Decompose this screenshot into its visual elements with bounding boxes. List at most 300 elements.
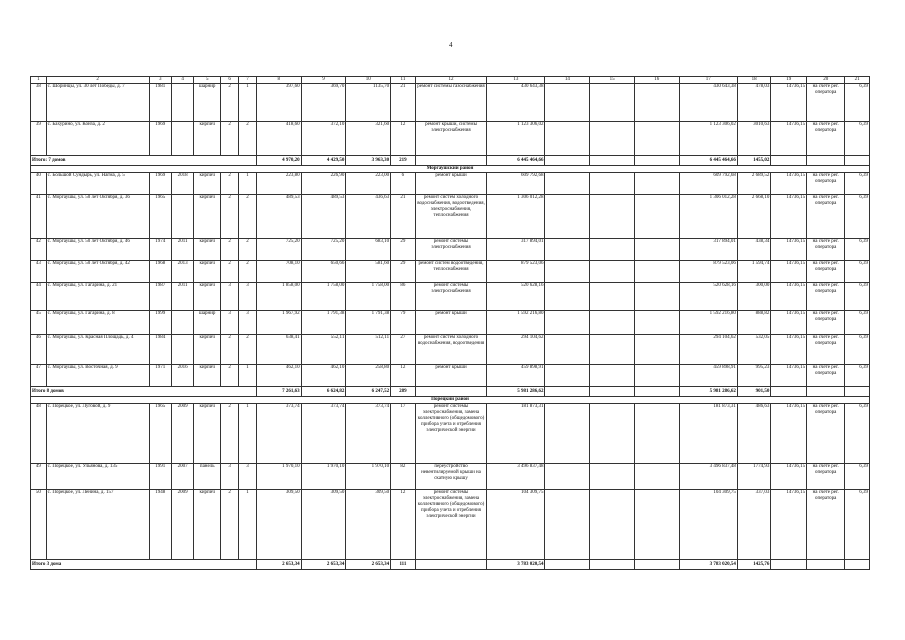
cell-area-total: 1 970,10	[256, 464, 301, 490]
cell-address: с. Бахурино, ул. Конза, д. 2	[46, 122, 149, 156]
cell-no: 42	[31, 239, 47, 261]
total-label: Итого 3 дома	[31, 560, 257, 570]
cell-payer: на счете рег. оператора	[807, 490, 845, 560]
cell-work: ремонт крыши, системы электроснабжения	[415, 122, 487, 156]
cell-address: с. Моргаушы, ул. Гагарина, д. 8	[46, 311, 149, 335]
cell-material: панель	[194, 464, 221, 490]
cell-floors: 2	[221, 122, 239, 156]
cell-per-sqm: 337,03	[737, 490, 771, 560]
cell-per-sqm: 478,03	[737, 84, 771, 122]
cell-address: с. Порецкое, ул. Ленина, д. 157	[46, 490, 149, 560]
total-cost-fund: 3 783 020,54	[679, 560, 737, 570]
cell-year-repair: 2011	[171, 239, 193, 261]
cell-c16	[634, 464, 679, 490]
cell-c16	[634, 195, 679, 239]
table-row	[31, 311, 870, 335]
cell-material: кирпич	[194, 404, 221, 464]
cell-work: ремонт систем водоотведения, теплоснабжения	[415, 261, 487, 283]
cell-no: 49	[31, 464, 47, 490]
total-cost-fund: 5 981 286,62	[679, 387, 737, 397]
cell-c15	[590, 283, 635, 311]
cell-no: 43	[31, 261, 47, 283]
total-empty	[590, 387, 635, 397]
cell-year-repair: 2011	[171, 283, 193, 311]
cell-area-total: 462,10	[256, 365, 301, 387]
total-empty	[415, 387, 487, 397]
page-number: 4	[449, 41, 453, 49]
column-number: 16	[634, 77, 679, 84]
cell-floors: 3	[221, 283, 239, 311]
cell-year-repair: 2009	[171, 490, 193, 560]
cell-payer: на счете рег. оператора	[807, 311, 845, 335]
cell-work: ремонт системы электроснабжения, замена коллективного (общедомового) прибора учета и отребления электрической энергии	[415, 404, 487, 464]
table-row	[31, 283, 870, 311]
column-number: 11	[391, 77, 416, 84]
cell-floors: 2	[221, 404, 239, 464]
cell-year-built: 1968	[149, 261, 171, 283]
cell-payer: на счете рег. оператора	[807, 365, 845, 387]
cell-no: 40	[31, 173, 47, 195]
cell-c21: 6,39	[845, 122, 870, 156]
cell-cost-fund: 459 898,91	[679, 365, 737, 387]
cell-residents: 79	[391, 311, 416, 335]
cell-no: 39	[31, 122, 47, 156]
total-empty	[545, 156, 590, 166]
column-number: 2	[46, 77, 149, 84]
cell-c16	[634, 261, 679, 283]
cell-payer: на счете рег. оператора	[807, 173, 845, 195]
cell-per-sqm: 438,34	[737, 239, 771, 261]
cell-area-total: 1 858,00	[256, 283, 301, 311]
total-cost-total: 6 445 464,66	[487, 156, 545, 166]
cell-limit: 14736,15	[771, 195, 807, 239]
cell-limit: 14736,15	[771, 365, 807, 387]
cell-year-repair: 2018	[171, 173, 193, 195]
cell-residents: 86	[391, 283, 416, 311]
cell-per-sqm: 2 668,10	[737, 195, 771, 239]
cell-address: с. Порецкое, ул. Ульянова, д. 135	[46, 464, 149, 490]
total-area-living: 2 653,34	[301, 560, 346, 570]
cell-material: кирпич	[194, 365, 221, 387]
total-empty	[845, 560, 870, 570]
cell-floors: 2	[221, 335, 239, 365]
cell-address: с. Моргаушы, ул. Гагарина, д. 21	[46, 283, 149, 311]
cell-payer: на счете рег. оператора	[807, 261, 845, 283]
cell-no: 45	[31, 311, 47, 335]
total-label: Итого: 7 домов	[31, 156, 257, 166]
cell-area-residential: 1 791,38	[346, 311, 391, 335]
cell-cost-total: 459 898,91	[487, 365, 545, 387]
cell-area-living: 373,74	[301, 404, 346, 464]
cell-cost-fund: 104 309,75	[679, 490, 737, 560]
cell-area-living: 462,10	[301, 365, 346, 387]
cell-area-residential: 683,10	[346, 239, 391, 261]
cell-material: кирпич	[194, 490, 221, 560]
cell-limit: 14736,15	[771, 404, 807, 464]
cell-floors: 2	[221, 84, 239, 122]
cell-c14	[545, 404, 590, 464]
table-row	[31, 122, 870, 156]
cell-year-repair: 2016	[171, 365, 193, 387]
column-number: 19	[771, 77, 807, 84]
cell-c15	[590, 404, 635, 464]
total-empty	[771, 387, 807, 397]
column-number: 18	[737, 77, 771, 84]
cell-c16	[634, 283, 679, 311]
cell-c15	[590, 464, 635, 490]
cell-limit: 14736,15	[771, 311, 807, 335]
cell-cost-fund: 879 523,06	[679, 261, 737, 283]
total-empty	[771, 156, 807, 166]
cell-work: ремонт систем холодного водоснабжения, водоотведения, электроснабжения, теплоснабжения	[415, 195, 487, 239]
cell-limit: 14736,15	[771, 261, 807, 283]
column-number: 1	[31, 77, 47, 84]
total-empty	[634, 156, 679, 166]
cell-entrances: 1	[239, 84, 257, 122]
table-row	[31, 365, 870, 387]
cell-area-living: 1 970,10	[301, 464, 346, 490]
cell-c16	[634, 84, 679, 122]
total-area-total: 7 261,63	[256, 387, 301, 397]
cell-c14	[545, 195, 590, 239]
cell-work: ремонт системы газоснабжения	[415, 84, 487, 122]
cell-floors: 3	[221, 464, 239, 490]
cell-c14	[545, 261, 590, 283]
cell-residents: 82	[391, 464, 416, 490]
cell-cost-fund: 294 104,62	[679, 335, 737, 365]
cell-address: с. Моргаушы, ул. Восточная, д. 9	[46, 365, 149, 387]
cell-cost-fund: 609 792,68	[679, 173, 737, 195]
cell-cost-total: 181 873,31	[487, 404, 545, 464]
cell-c21: 6,39	[845, 261, 870, 283]
cell-area-living: 369,70	[301, 84, 346, 122]
total-row	[31, 387, 870, 397]
total-empty	[545, 560, 590, 570]
cell-residents: 21	[391, 195, 416, 239]
section-title: Моргаушский район	[31, 166, 870, 173]
column-number: 15	[590, 77, 635, 84]
cell-cost-fund: 3 496 837,48	[679, 464, 737, 490]
section-row	[31, 166, 870, 173]
cell-material: кирпич	[194, 335, 221, 365]
total-area-residential: 6 247,52	[346, 387, 391, 397]
cell-c21: 6,39	[845, 365, 870, 387]
cell-c16	[634, 335, 679, 365]
cell-material: шарнир	[194, 84, 221, 122]
column-number-row	[31, 77, 870, 84]
cell-per-sqm: 486,63	[737, 404, 771, 464]
table-row	[31, 239, 870, 261]
cell-area-residential: 223,00	[346, 173, 391, 195]
cell-year-built: 1948	[149, 490, 171, 560]
cell-year-repair: 2013	[171, 261, 193, 283]
cell-year-repair: 2007	[171, 464, 193, 490]
cell-year-repair	[171, 335, 193, 365]
column-number: 14	[545, 77, 590, 84]
total-empty	[845, 387, 870, 397]
cell-area-total: 725,20	[256, 239, 301, 261]
total-per-sqm: 901,50	[737, 387, 771, 397]
cell-residents: 12	[391, 365, 416, 387]
cell-payer: на счете рег. оператора	[807, 122, 845, 156]
cell-c15	[590, 311, 635, 335]
column-number: 21	[845, 77, 870, 84]
cell-area-residential: 258,80	[346, 365, 391, 387]
cell-work: ремонт крыши	[415, 173, 487, 195]
total-area-total: 2 653,34	[256, 560, 301, 570]
cell-entrances: 2	[239, 335, 257, 365]
cell-c14	[545, 84, 590, 122]
cell-area-residential: 321,60	[346, 122, 391, 156]
cell-area-living: 372,10	[301, 122, 346, 156]
cell-entrances: 2	[239, 122, 257, 156]
cell-per-sqm: 3010,63	[737, 122, 771, 156]
column-number: 12	[415, 77, 487, 84]
cell-c15	[590, 490, 635, 560]
cell-limit: 14736,15	[771, 84, 807, 122]
cell-area-living: 309,50	[301, 490, 346, 560]
cell-payer: на счете рег. оператора	[807, 404, 845, 464]
cell-limit: 14736,15	[771, 173, 807, 195]
cell-residents: 17	[391, 404, 416, 464]
cell-residents: 12	[391, 490, 416, 560]
cell-area-total: 223,80	[256, 173, 301, 195]
cell-area-residential: 512,11	[346, 335, 391, 365]
cell-cost-fund: 181 873,31	[679, 404, 737, 464]
cell-no: 50	[31, 490, 47, 560]
cell-cost-total: 430 643,38	[487, 84, 545, 122]
total-empty	[807, 387, 845, 397]
cell-cost-total: 104 309,75	[487, 490, 545, 560]
table-row	[31, 490, 870, 560]
cell-cost-fund: 520 628,16	[679, 283, 737, 311]
total-area-living: 6 624,82	[301, 387, 346, 397]
total-empty	[845, 156, 870, 166]
column-number: 5	[194, 77, 221, 84]
total-empty	[590, 560, 635, 570]
section-title: Порецкий район	[31, 397, 870, 404]
cell-cost-total: 317 894,01	[487, 239, 545, 261]
cell-c15	[590, 239, 635, 261]
cell-cost-total: 294 104,62	[487, 335, 545, 365]
cell-area-total: 708,10	[256, 261, 301, 283]
cell-residents: 6	[391, 173, 416, 195]
total-cost-total: 5 981 286,62	[487, 387, 545, 397]
cell-material: шарнир	[194, 311, 221, 335]
cell-entrances: 3	[239, 464, 257, 490]
cell-floors: 3	[221, 311, 239, 335]
table-row	[31, 173, 870, 195]
cell-work: ремонт крыши	[415, 365, 487, 387]
cell-c21: 6,39	[845, 283, 870, 311]
cell-entrances: 1	[239, 490, 257, 560]
total-area-living: 4 429,50	[301, 156, 346, 166]
cell-c14	[545, 490, 590, 560]
cell-area-total: 418,60	[256, 122, 301, 156]
cell-no: 48	[31, 404, 47, 464]
column-number: 13	[487, 77, 545, 84]
cell-area-living: 1 791,38	[301, 311, 346, 335]
cell-year-built: 1974	[149, 239, 171, 261]
cell-cost-fund: 317 894,01	[679, 239, 737, 261]
cell-c21: 6,39	[845, 195, 870, 239]
total-empty	[415, 156, 487, 166]
total-label: Итого 8 домов	[31, 387, 257, 397]
cell-c15	[590, 195, 635, 239]
cell-entrances: 1	[239, 365, 257, 387]
cell-c16	[634, 404, 679, 464]
cell-entrances: 3	[239, 283, 257, 311]
cell-payer: на счете рег. оператора	[807, 464, 845, 490]
cell-address: с. Моргаушы, ул. 50 лет Октября, д. 36	[46, 195, 149, 239]
cell-residents: 29	[391, 261, 416, 283]
cell-limit: 14736,15	[771, 490, 807, 560]
cell-floors: 2	[221, 239, 239, 261]
cell-material: кирпич	[194, 173, 221, 195]
table-row	[31, 335, 870, 365]
total-residents: 219	[391, 156, 416, 166]
cell-payer: на счете рег. оператора	[807, 84, 845, 122]
cell-c14	[545, 283, 590, 311]
table-body	[31, 77, 870, 570]
cell-material: кирпич	[194, 239, 221, 261]
total-empty	[590, 156, 635, 166]
cell-cost-total: 1 592 216,80	[487, 311, 545, 335]
cell-cost-total: 520 628,16	[487, 283, 545, 311]
column-number: 17	[679, 77, 737, 84]
cell-year-built: 1969	[149, 122, 171, 156]
cell-area-living: 1 758,00	[301, 283, 346, 311]
cell-c14	[545, 311, 590, 335]
cell-limit: 14736,15	[771, 335, 807, 365]
cell-no: 38	[31, 84, 47, 122]
cell-no: 47	[31, 365, 47, 387]
total-area-residential: 2 653,34	[346, 560, 391, 570]
cell-c21: 6,39	[845, 464, 870, 490]
cell-area-living: 650,66	[301, 261, 346, 283]
cell-c15	[590, 122, 635, 156]
table-row	[31, 84, 870, 122]
cell-c14	[545, 173, 590, 195]
cell-limit: 14736,15	[771, 239, 807, 261]
table-row	[31, 404, 870, 464]
cell-floors: 2	[221, 261, 239, 283]
cell-entrances: 1	[239, 404, 257, 464]
cell-cost-total: 609 792,68	[487, 173, 545, 195]
cell-area-living: 552,11	[301, 335, 346, 365]
column-number: 20	[807, 77, 845, 84]
cell-year-built: 1987	[149, 283, 171, 311]
cell-cost-total: 3 496 837,48	[487, 464, 545, 490]
cell-year-built: 1971	[149, 365, 171, 387]
cell-material: кирпич	[194, 261, 221, 283]
cell-c21: 6,39	[845, 239, 870, 261]
cell-area-total: 638,41	[256, 335, 301, 365]
cell-entrances: 3	[239, 311, 257, 335]
cell-entrances: 2	[239, 261, 257, 283]
total-empty	[807, 156, 845, 166]
table-row	[31, 464, 870, 490]
cell-c21: 6,39	[845, 173, 870, 195]
cell-work: ремонт крыши	[415, 311, 487, 335]
cell-c15	[590, 261, 635, 283]
cell-year-built: 1969	[149, 173, 171, 195]
cell-area-total: 489,53	[256, 195, 301, 239]
cell-c15	[590, 173, 635, 195]
cell-area-total: 397,60	[256, 84, 301, 122]
cell-c16	[634, 311, 679, 335]
cell-address: с. Шоринцы, ул. 30 лет Победы, д. 7	[46, 84, 149, 122]
cell-c21: 6,39	[845, 490, 870, 560]
cell-year-repair	[171, 122, 193, 156]
cell-material: кирпич	[194, 283, 221, 311]
cell-cost-fund: 430 643,38	[679, 84, 737, 122]
cell-area-residential: 309,50	[346, 490, 391, 560]
cell-no: 41	[31, 195, 47, 239]
section-row	[31, 397, 870, 404]
cell-area-living: 725,20	[301, 239, 346, 261]
total-area-total: 4 970,20	[256, 156, 301, 166]
cell-c16	[634, 173, 679, 195]
total-cost-total: 3 783 020,54	[487, 560, 545, 570]
cell-c14	[545, 464, 590, 490]
cell-area-living: 489,53	[301, 195, 346, 239]
cell-c21: 6,39	[845, 311, 870, 335]
cell-residents: 21	[391, 84, 416, 122]
cell-address: с. Порецкое, ул. Луговой, д. 9	[46, 404, 149, 464]
total-empty	[771, 560, 807, 570]
cell-year-built: 1965	[149, 195, 171, 239]
column-number: 6	[221, 77, 239, 84]
cell-c15	[590, 84, 635, 122]
total-residents: 111	[391, 560, 416, 570]
cell-per-sqm: 2 689,52	[737, 173, 771, 195]
total-row	[31, 560, 870, 570]
cell-material: кирпич	[194, 122, 221, 156]
total-empty	[634, 560, 679, 570]
cell-c21: 6,39	[845, 335, 870, 365]
column-number: 7	[239, 77, 257, 84]
cell-residents: 12	[391, 122, 416, 156]
cell-per-sqm: 1 594,74	[737, 261, 771, 283]
cell-c14	[545, 335, 590, 365]
cell-address: с. Моргаушы, ул. 50 лет Октября, д. 46	[46, 239, 149, 261]
column-number: 8	[256, 77, 301, 84]
cell-payer: на счете рег. оператора	[807, 283, 845, 311]
total-empty	[807, 560, 845, 570]
cell-per-sqm: 532,05	[737, 335, 771, 365]
cell-year-repair	[171, 84, 193, 122]
cell-year-repair: 2009	[171, 404, 193, 464]
cell-work: ремонт системы электроснабжения	[415, 239, 487, 261]
cell-cost-total: 879 523,06	[487, 261, 545, 283]
cell-area-living: 226,90	[301, 173, 346, 195]
cell-c16	[634, 239, 679, 261]
total-area-residential: 3 963,30	[346, 156, 391, 166]
cell-floors: 2	[221, 173, 239, 195]
cell-entrances: 2	[239, 239, 257, 261]
cell-work: переустройство невентилируемой крыши на скатную крышу	[415, 464, 487, 490]
cell-cost-fund: 1 592 216,80	[679, 311, 737, 335]
cell-limit: 14736,15	[771, 122, 807, 156]
cell-payer: на счете рег. оператора	[807, 239, 845, 261]
cell-area-residential: 436,63	[346, 195, 391, 239]
cell-area-residential: 1135,70	[346, 84, 391, 122]
column-number: 10	[346, 77, 391, 84]
cell-area-residential: 1 970,10	[346, 464, 391, 490]
total-empty	[634, 387, 679, 397]
cell-cost-fund: 1 306 012,28	[679, 195, 737, 239]
